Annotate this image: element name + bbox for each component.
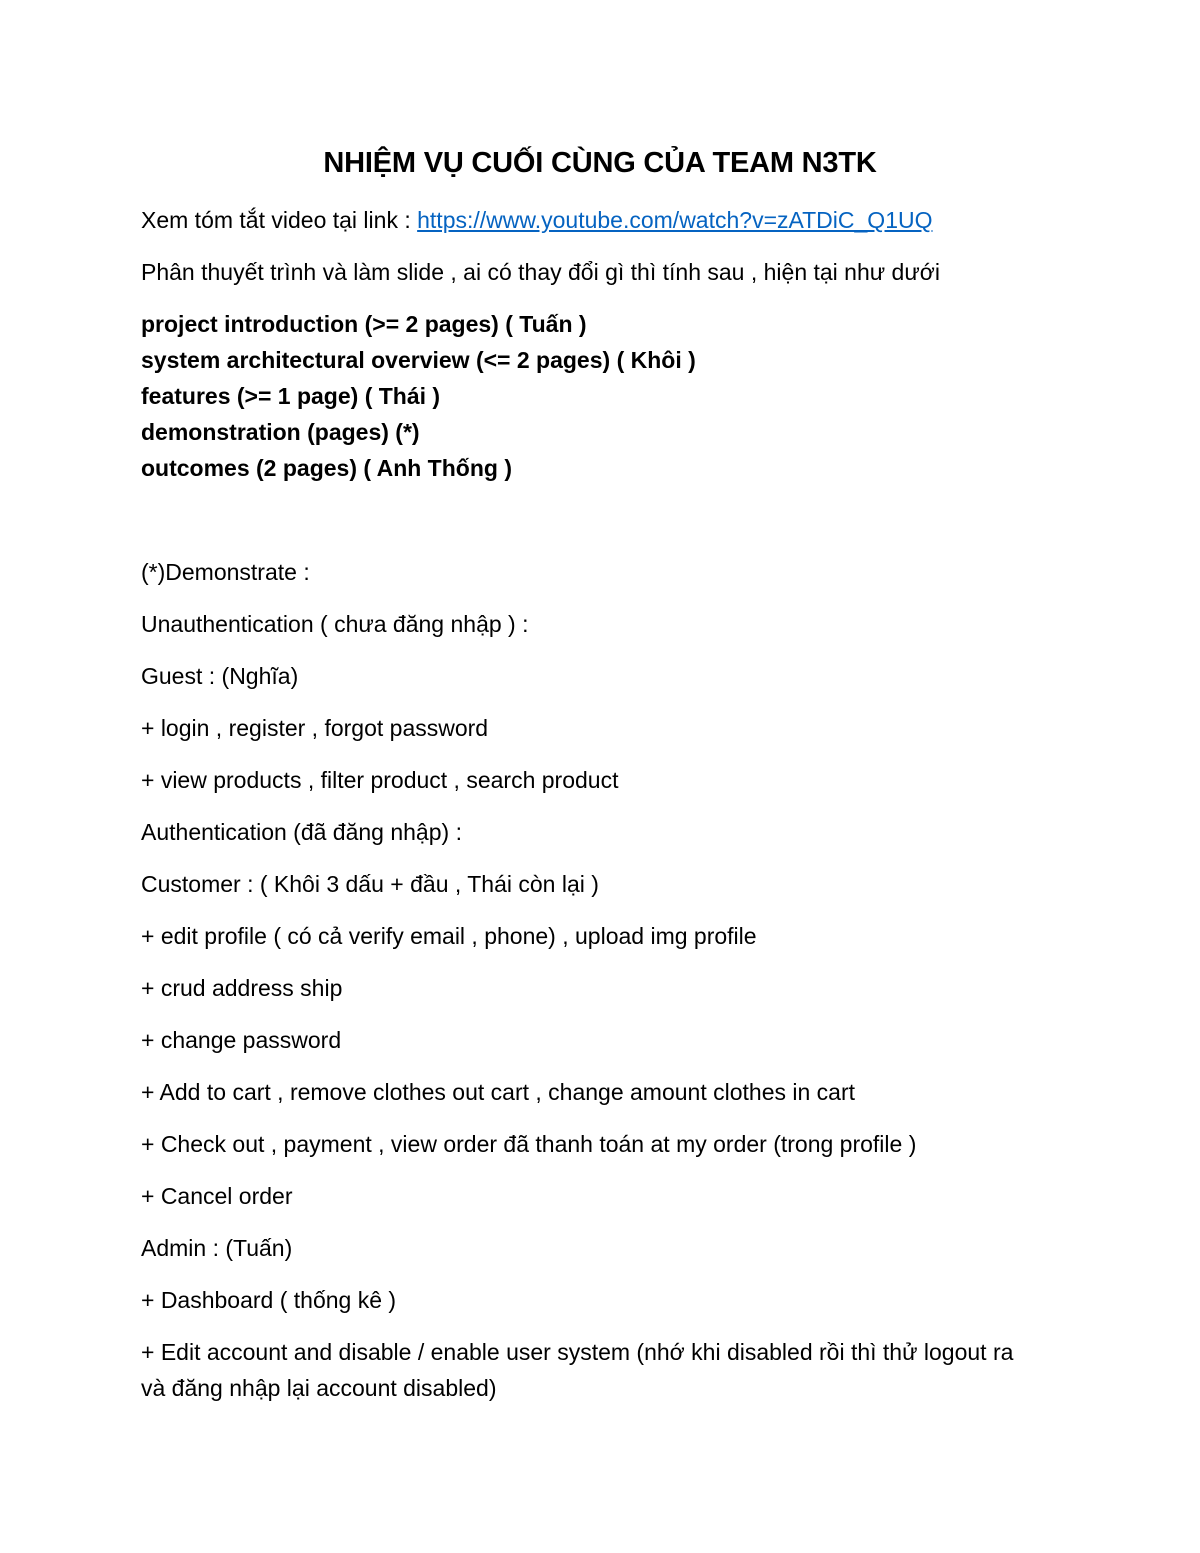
list-item: + edit profile ( có cả verify email , phone) , upload img profile	[141, 923, 757, 949]
list-item: Authentication (đã đăng nhập) :	[141, 819, 462, 845]
video-link-prefix: Xem tóm tắt video tại link :	[141, 207, 418, 233]
section-item: features (>= 1 page) ( Thái )	[141, 383, 441, 409]
list-item: + Cancel order	[141, 1183, 293, 1209]
section-assignments	[141, 306, 1041, 486]
section-item: project introduction (>= 2 pages) ( Tuấn )	[141, 311, 587, 337]
list-item: Guest : (Nghĩa)	[141, 663, 299, 689]
list-item: Customer : ( Khôi 3 dấu + đầu , Thái còn lại )	[141, 871, 599, 897]
list-item: + change password	[141, 1027, 342, 1053]
intro-line: Phân thuyết trình và làm slide , ai có thay đổi gì thì tính sau , hiện tại như dưới	[141, 259, 940, 285]
list-item: Unauthentication ( chưa đăng nhập ) :	[141, 611, 529, 637]
section-item: system architectural overview (<= 2 pages) ( Khôi )	[141, 347, 696, 373]
youtube-link[interactable]: https://www.youtube.com/watch?v=zATDiC_Q1UQ	[417, 207, 933, 233]
list-item: + Check out , payment , view order đã thanh toán at my order (trong profile )	[141, 1131, 917, 1157]
list-item: + Edit account and disable / enable user system (nhớ khi disabled rồi thì thử logout ra và đăng nhập lại account disabled)	[141, 1339, 1014, 1401]
section-item: demonstration (pages) (*)	[141, 419, 420, 445]
video-link-line	[141, 202, 1041, 238]
list-item: Admin : (Tuấn)	[141, 1235, 293, 1261]
list-item: (*)Demonstrate :	[141, 559, 310, 585]
section-item: outcomes (2 pages) ( Anh Thống )	[141, 455, 512, 481]
document-title: NHIỆM VỤ CUỐI CÙNG CỦA TEAM N3TK	[323, 147, 877, 179]
list-item: + Add to cart , remove clothes out cart , change amount clothes in cart	[141, 1079, 856, 1105]
demonstration-list	[141, 554, 1041, 1406]
list-item: + view products , filter product , search product	[141, 767, 619, 793]
document-body	[141, 202, 1041, 1422]
list-item: + Dashboard ( thống kê )	[141, 1287, 397, 1313]
list-item: + login , register , forgot password	[141, 715, 489, 741]
list-item: + crud address ship	[141, 975, 343, 1001]
